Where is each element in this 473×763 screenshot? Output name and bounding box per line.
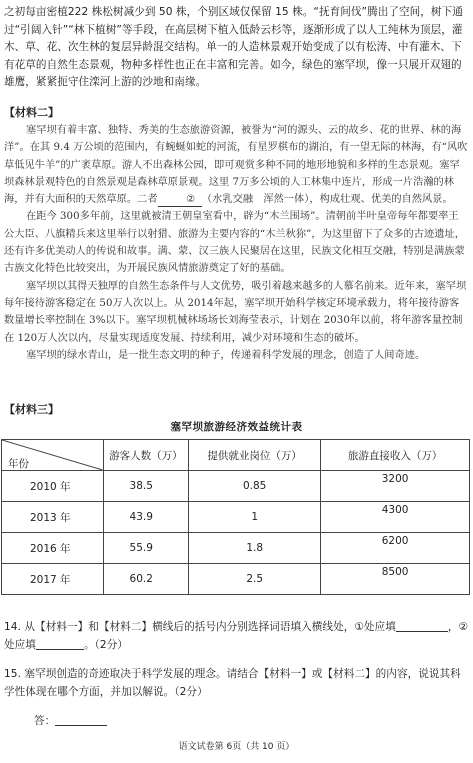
question-14-text-b: ，②处应填 <box>4 621 469 651</box>
material1-paragraph: 之初每亩密植222 株松树减少到 50 株，个别区域仅保留 15 株。“抚育间伐”腾出了空间，树下通过“引阔入针”“林下植树”等手段，在高层树下植入低龄云杉等，逐渐形成了以人工纯林为顶层，灌木、草、花、次生林的复层异龄混交结构。单一的人造林景观开始变成了以有松涛、中有灌木、下有花草的自然生态景观，物种多样性也正在丰富和完善。如今，绿色的塞罕坝，像一只展开双翅的雄鹰，紧紧扼守住滦河上游的沙地和南缘。 <box>4 6 463 88</box>
question-14-text-a: 14. 从【材料一】和【材料二】横线后的括号内分别选择词语填入横线处，①处应填 <box>4 621 396 633</box>
table-row <box>2 533 470 564</box>
header-tourists: 游客人数（万） <box>103 440 189 471</box>
question-14 <box>4 619 470 654</box>
answer-blank-1[interactable] <box>396 619 448 632</box>
cell-jobs: 1.8 <box>189 533 321 564</box>
answer-line <box>34 713 107 731</box>
material2-paragraph-1-options: （水乳交融 浑然一体），构成壮观、优美的自然风景。 <box>201 194 453 206</box>
question-14-text-c: 。（2分） <box>83 638 129 651</box>
material2-label: 【材料二】 <box>4 106 59 119</box>
cell-tourists: 55.9 <box>103 533 189 564</box>
header-year <box>2 440 104 471</box>
header-jobs: 提供就业岗位（万） <box>189 440 321 471</box>
cell-income-value: 6200 <box>381 535 409 547</box>
material2-paragraph-2: 在距今 300多年前，这里就被清王朝皇室看中，辟为“木兰围场”。清朝前半叶皇帝每年都要率王公大臣、八旗精兵来这里举行以射猎、旅游为主要内容的“木兰秋狝”，为这里留下了众多的古迹遗址，还有许多优美动人的传说和故事。满、蒙、汉三族人民聚居在这里，民族文化相互交融，特别是满族蒙古族文化特色比较突出，为开展民族风情旅游奠定了好的基础。 <box>4 211 465 275</box>
table-row <box>2 471 470 502</box>
material2-paragraph-4: 塞罕坝的绿水青山，是一批生态文明的种子，传递着科学发展的理念，创造了人间奇迹。 <box>26 349 426 361</box>
cell-income-value: 8500 <box>381 566 409 578</box>
answer-blank-2[interactable] <box>36 637 84 650</box>
material2-paragraph-1-text: 塞罕坝有着丰富、独特、秀美的生态旅游资源，被誉为“河的源头、云的故乡、花的世界、林的海洋”。在其 9.4 万公顷的范围内，有蜿蜒如蛇的河流，有星罗棋布的湖泊，有一望无际的林海，有“风吹草低见牛羊”的广袤草原。游人不出森林公园，即可观赏多种不同的地形地貌和多样的生态景观。塞罕坝森林景观特色的自然景观是森林草原景观。这里 7万多公顷的人工林集中连片，形成一片浩瀚的林海，并有大面积的天然草原。二者 <box>4 125 468 206</box>
table-title: 塞罕坝旅游经济效益统计表 <box>170 421 303 433</box>
cell-year: 2013 年 <box>2 502 104 533</box>
cell-income <box>321 502 470 533</box>
table-row <box>2 502 470 533</box>
table-header-row <box>2 440 470 471</box>
blank-2-number: ② <box>186 194 196 206</box>
table-row <box>2 564 470 595</box>
material2-paragraph-3: 塞罕坝以其得天独厚的自然生态条件与人文优势，吸引着越来越多的人慕名前来。近年来，塞罕坝每年接待游客稳定在 50万人次以上。从 2014年起，塞罕坝开始科学核定环境承载力，将年接待游客数量增长率控制在 3%以下。塞罕坝机械林场场长刘海莹表示，计划在 2030年以前，将年游客量控制在 120万人次以内，尽量实现适度发展、持续利用，减少对环境和生态的破坏。 <box>4 280 467 344</box>
cell-income-value: 3200 <box>381 473 409 485</box>
cell-year: 2010 年 <box>2 471 104 502</box>
answer-blank-15[interactable] <box>55 713 107 726</box>
material2-body <box>4 122 468 364</box>
cell-income <box>321 471 470 502</box>
page-footer: 语文试卷第 6页（共 10 页） <box>178 742 295 752</box>
question-15: 15. 塞罕坝创造的奇迹取决于科学发展的理念。请结合【材料一】或【材料二】的内容，说说其科学性体现在哪个方面，并加以解说。（2分） <box>4 668 461 698</box>
cell-year: 2016 年 <box>2 533 104 564</box>
cell-tourists: 38.5 <box>103 471 189 502</box>
material3-label: 【材料三】 <box>4 403 59 416</box>
header-year-label: 年份 <box>8 457 29 470</box>
blank-2 <box>158 193 202 207</box>
cell-jobs: 1 <box>189 502 321 533</box>
header-income: 旅游直接收入（万） <box>321 440 470 471</box>
cell-tourists: 60.2 <box>103 564 189 595</box>
cell-tourists: 43.9 <box>103 502 189 533</box>
tourism-statistics-table <box>1 439 470 595</box>
answer-label: 答： <box>34 715 56 727</box>
cell-income <box>321 564 470 595</box>
cell-income-value: 4300 <box>381 504 409 516</box>
cell-jobs: 0.85 <box>189 471 321 502</box>
cell-year: 2017 年 <box>2 564 104 595</box>
material2-paragraph-1 <box>4 122 468 208</box>
cell-jobs: 2.5 <box>189 564 321 595</box>
cell-income <box>321 533 470 564</box>
material1-ending <box>4 4 468 92</box>
